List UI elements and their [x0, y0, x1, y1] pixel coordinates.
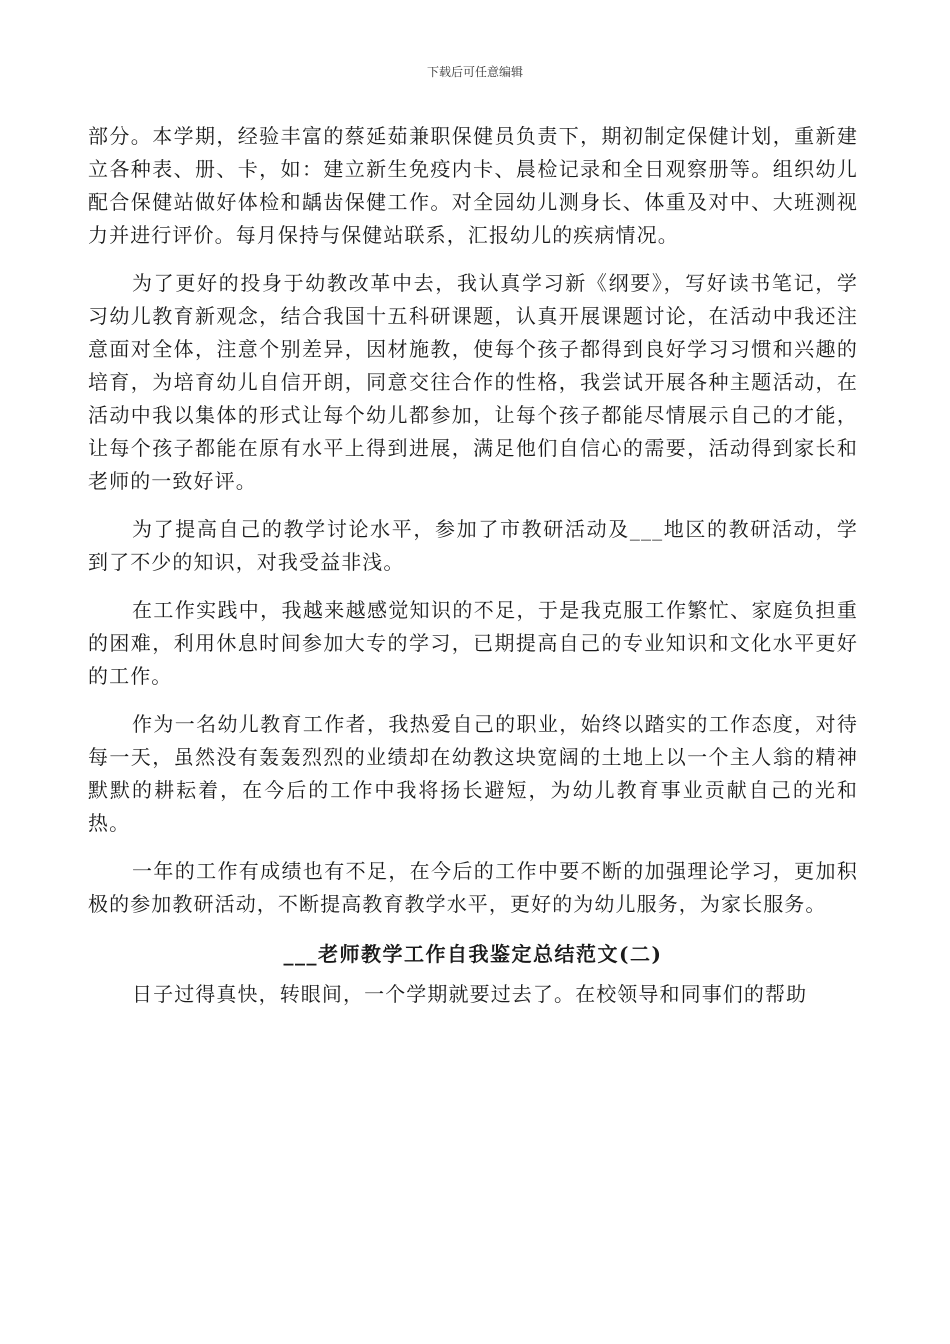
- paragraph-teaching-research: 为了提高自己的教学讨论水平，参加了市教研活动及___地区的教研活动，学到了不少的知识，对我受益非浅。: [88, 517, 858, 574]
- page-header-note: 下载后可任意编辑: [426, 65, 523, 79]
- section-title: ___老师教学工作自我鉴定总结范文(二): [283, 942, 663, 966]
- document-body: [88, 120, 858, 1026]
- paragraph-further-study: 在工作实践中，我越来越感觉知识的不足，于是我克服工作繁忙、家庭负担重的困难，利用休息时间参加大专的学习，已期提高自己的专业知识和文化水平更好的工作。: [88, 598, 858, 688]
- paragraph-dedication: 作为一名幼儿教育工作者，我热爱自己的职业，始终以踏实的工作态度，对待每一天，虽然没有轰轰烈烈的业绩却在幼教这块宽阔的土地上以一个主人翁的精神默默的耕耘着，在今后的工作中我将扬长避短，为幼儿教育事业贡献自己的光和热。: [88, 712, 858, 835]
- paragraph-education-reform: 为了更好的投身于幼教改革中去，我认真学习新《纲要》，写好读书笔记，学习幼儿教育新观念，结合我国十五科研课题，认真开展课题讨论，在活动中我还注意面对全体，注意个别差异，因材施教，使每个孩子都得到良好学习习惯和兴趣的培育，为培育幼儿自信开朗，同意交往合作的性格，我尝试开展各种主题活动，在活动中我以集体的形式让每个幼儿都参加，让每个孩子都能尽情展示自己的才能，让每个孩子都能在原有水平上得到进展，满足他们自信心的需要，活动得到家长和老师的一致好评。: [88, 271, 858, 493]
- paragraph-health-care: 部分。本学期，经验丰富的蔡延茹兼职保健员负责下，期初制定保健计划，重新建立各种表、册、卡，如：建立新生免疫内卡、晨检记录和全日观察册等。组织幼儿配合保健站做好体检和龋齿保健工作。对全园幼儿测身长、体重及对中、大班测视力并进行评价。每月保持与保健站联系，汇报幼儿的疾病情况。: [88, 124, 858, 247]
- paragraph-second-opening: 日子过得真快，转眼间，一个学期就要过去了。在校领导和同事们的帮助: [132, 982, 808, 1006]
- paragraph-conclusion: 一年的工作有成绩也有不足，在今后的工作中要不断的加强理论学习，更加积极的参加教研活动，不断提高教育教学水平，更好的为幼儿服务，为家长服务。: [88, 859, 858, 916]
